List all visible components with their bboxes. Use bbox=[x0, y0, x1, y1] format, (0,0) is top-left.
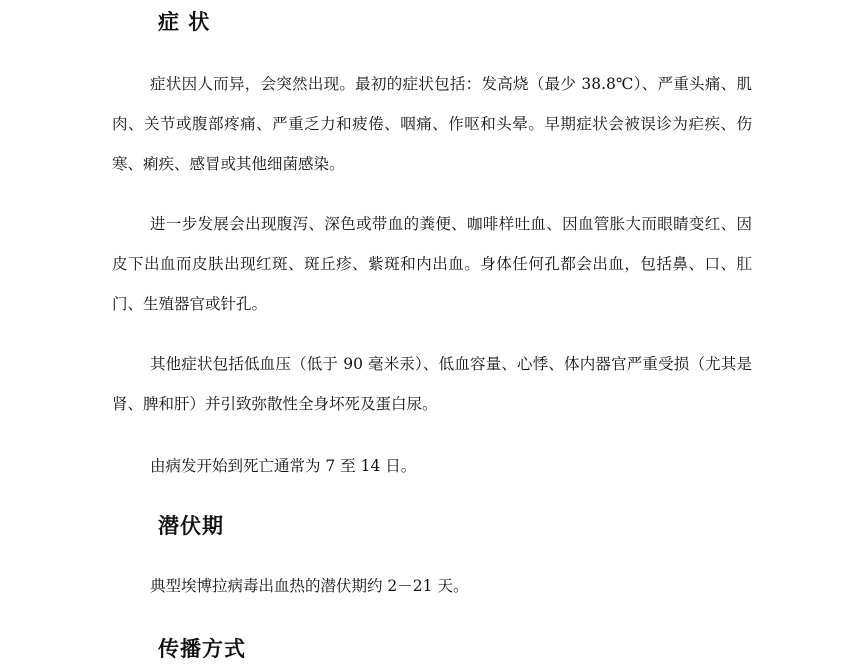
incubation-paragraph-1: 典型埃博拉病毒出血热的潜伏期约 2－21 天。 bbox=[150, 577, 469, 595]
symptoms-paragraph-3: 其他症状包括低血压（低于 90 毫米汞）、低血容量、心悸、体内器官严重受损（尤其是肾、脾和肝）并引致弥散性全身坏死及蛋白尿。 bbox=[112, 355, 752, 413]
section-heading-transmission: 传播方式 bbox=[158, 636, 246, 661]
section-heading-symptoms: 症 状 bbox=[158, 9, 211, 34]
section-heading-incubation: 潜伏期 bbox=[158, 513, 224, 538]
symptoms-paragraph-4: 由病发开始到死亡通常为 7 至 14 日。 bbox=[150, 457, 417, 475]
symptoms-paragraph-2: 进一步发展会出现腹泻、深色或带血的粪便、咖啡样吐血、因血管胀大而眼睛变红、因皮下出血而皮肤出现红斑、斑丘疹、紫斑和内出血。身体任何孔都会出血，包括鼻、口、肛门、生殖器官或针孔。 bbox=[112, 215, 752, 313]
symptoms-paragraph-1: 症状因人而异，会突然出现。最初的症状包括：发高烧（最少 38.8℃）、严重头痛、肌肉、关节或腹部疼痛、严重乏力和疲倦、咽痛、作呕和头晕。早期症状会被误诊为疟疾、伤寒、痢疾、感冒或其他细菌感染。 bbox=[112, 75, 752, 173]
